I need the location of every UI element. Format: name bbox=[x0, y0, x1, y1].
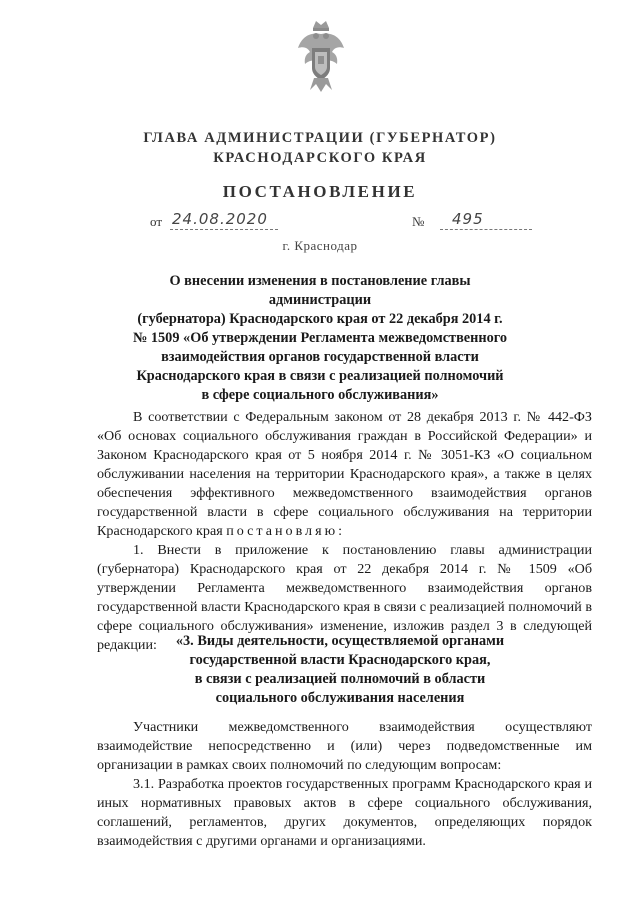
number-prefix: № bbox=[412, 214, 425, 229]
date-prefix: от bbox=[150, 214, 163, 229]
title-line: № 1509 «Об утверждении Регламента межведомственного bbox=[132, 330, 508, 346]
document-type: ПОСТАНОВЛЕНИЕ bbox=[222, 182, 418, 201]
section-title-line: социального обслуживания населения bbox=[215, 690, 465, 706]
title-line: (губернатора) Краснодарского края от 22 декабря 2014 г. bbox=[137, 311, 503, 327]
authority-line-1: ГЛАВА АДМИНИСТРАЦИИ (ГУБЕРНАТОР) bbox=[143, 130, 497, 146]
number-field bbox=[412, 212, 532, 234]
preamble-text: В соответствии с Федеральным законом от 28 декабря 2013 г. № 442-ФЗ «Об основах социального обслуживания граждан в Российской Федерации» и Законом Краснодарского края от 5 ноября 2014 г. № 3051-КЗ «О социальном обслуживании населения на территории Краснодарского края», а также в целях обеспечения эффективного межведомственного взаимодействия органов государственной власти в сфере социального обслуживания на территории Краснодарского края bbox=[97, 409, 592, 539]
authority-line-2: КРАСНОДАРСКОГО КРАЯ bbox=[213, 150, 427, 166]
section-3-title bbox=[140, 632, 540, 708]
number-underline bbox=[440, 229, 532, 230]
paragraph-3-1: 3.1. Разработка проектов государственных программ Краснодарского края и иных нормативных правовых актов в сфере социального обслуживания, соглашений, регламентов, других документов, определяющих порядок взаимодействия с другими органами и организациями. bbox=[97, 776, 592, 849]
date-field bbox=[150, 212, 280, 234]
title-line: О внесении изменения в постановление главы администрации bbox=[169, 273, 471, 308]
title-line: в сфере социального обслуживания» bbox=[201, 387, 439, 403]
section-3-body bbox=[97, 718, 592, 851]
coat-of-arms-emblem bbox=[296, 18, 346, 96]
number-value: 495 bbox=[452, 210, 484, 228]
preamble-paragraph bbox=[97, 408, 592, 541]
section-title-line: государственной власти Краснодарского края, bbox=[189, 652, 491, 668]
date-value: 24.08.2020 bbox=[172, 210, 268, 228]
title-line: взаимодействия органов государственной власти bbox=[161, 349, 479, 365]
document-title bbox=[120, 272, 520, 405]
section-title-line: «3. Виды деятельности, осуществляемой органами bbox=[175, 633, 505, 649]
decree-word: постановляю: bbox=[226, 523, 346, 539]
item-1-paragraph: 1. Внести в приложение к постановлению главы администрации (губернатора) Краснодарского края от 22 декабря 2014 г. № 1509 «Об утверждении Регламента межведомственного взаимодействия органов государственной власти Краснодарского края в связи с реализацией полномочий в сфере социального обслуживания» изменение, изложив раздел 3 в следующей редакции: bbox=[97, 542, 592, 653]
city: г. Краснодар bbox=[282, 238, 358, 253]
section-3-intro: Участники межведомственного взаимодействия осуществляют взаимодействие непосредственно и (или) через подведомственные им организации в рамках своих полномочий по следующим вопросам: bbox=[97, 719, 592, 773]
date-underline bbox=[170, 229, 278, 230]
section-title-line: в связи с реализацией полномочий в области bbox=[194, 671, 486, 687]
title-line: Краснодарского края в связи с реализацией полномочий bbox=[136, 368, 504, 384]
issuing-authority bbox=[0, 128, 640, 168]
preamble-block bbox=[97, 408, 592, 655]
